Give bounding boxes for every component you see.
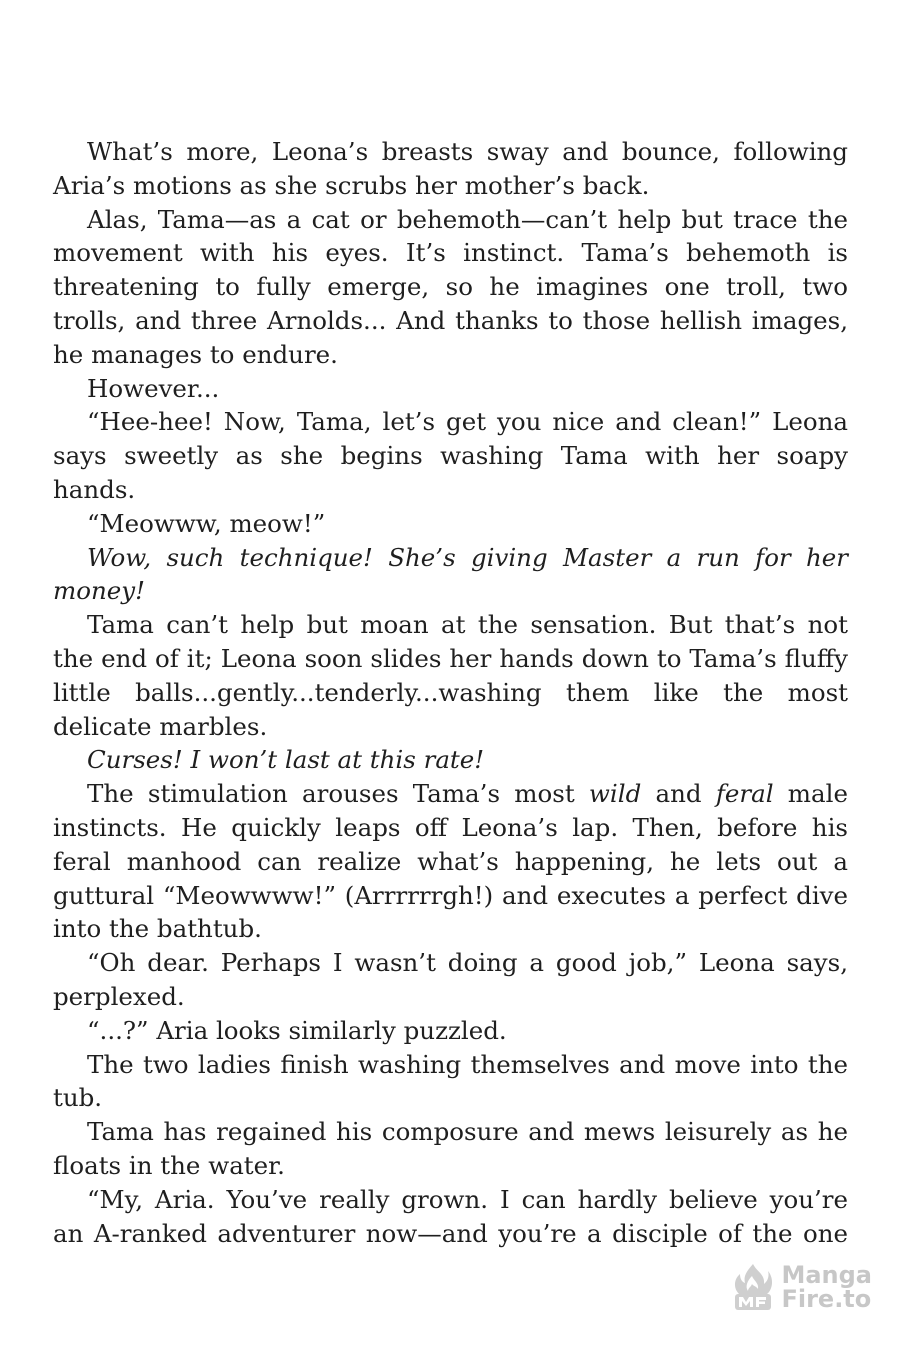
paragraph (53, 203, 848, 372)
emphasis-text: feral (715, 779, 774, 809)
paragraph (53, 372, 848, 406)
paragraph-text: “Oh dear. Perhaps I wasn’t doing a good job,” Leona says, perplexed. (53, 948, 848, 1011)
paragraph-italic (53, 743, 848, 777)
paragraph (53, 946, 848, 1014)
paragraph-text: The stimulation arouses Tama’s most (87, 779, 589, 809)
paragraph (53, 608, 848, 743)
paragraph (53, 1115, 848, 1183)
paragraph (53, 135, 848, 203)
paragraph (53, 1048, 848, 1116)
watermark-text (781, 1263, 872, 1311)
paragraph-text: Tama can’t help but moan at the sensation. But that’s not the end of it; Leona soon slides her hands down to Tama’s fluffy little balls...gently...tenderly...washing them like the most delicate marbles. (53, 610, 848, 741)
paragraph-text: “My, Aria. You’ve really grown. I can hardly believe you’re an A-ranked adventurer now—and you’re a disciple of the one (53, 1184, 848, 1248)
watermark-line-1: Manga (781, 1261, 872, 1289)
paragraph-italic (53, 541, 848, 609)
emphasis-text: wild (588, 779, 642, 809)
paragraph (53, 507, 848, 541)
paragraph-text: Curses! I won’t last at this rate! (87, 745, 485, 775)
mangafire-watermark (731, 1262, 872, 1312)
paragraph-text: “Hee-hee! Now, Tama, let’s get you nice and clean!” Leona says sweetly as she begins washing Tama with her soapy hands. (53, 407, 848, 504)
paragraph-text: The two ladies finish washing themselves and move into the tub. (53, 1049, 848, 1113)
paragraph-text: Alas, Tama—as a cat or behemoth—can’t help but trace the movement with his eyes. It’s instinct. Tama’s behemoth is threatening to fully emerge, so he imagines one troll, two trolls, and three Arnolds... And thanks to those hellish images, he manages to endure. (53, 204, 848, 369)
page-body-text (53, 135, 848, 1250)
paragraph-text: Wow, such technique! She’s giving Master a run for her money! (53, 542, 848, 606)
paragraph (53, 405, 848, 506)
paragraph-text: male instincts. He quickly leaps off Leona’s lap. Then, before his feral manhood can realize what’s happening, he lets out a guttural “Meowwww!” (Arrrrrrgh!) and executes a perfect dive into the bathtub. (53, 779, 848, 944)
paragraph-continued (53, 1183, 848, 1251)
paragraph-text: Tama has regained his composure and mews leisurely as he floats in the water. (53, 1117, 848, 1180)
paragraph-text: However... (87, 373, 220, 403)
mangafire-flame-logo-icon (731, 1262, 775, 1312)
paragraph (53, 1014, 848, 1048)
watermark-line-2: Fire.to (781, 1285, 872, 1313)
paragraph-text: “Meowww, meow!” (87, 508, 326, 538)
paragraph-text: and (641, 779, 716, 809)
paragraph-text: What’s more, Leona’s breasts sway and bounce, following Aria’s motions as she scrubs her mother’s back. (53, 137, 848, 200)
paragraph-text: “...?” Aria looks similarly puzzled. (87, 1015, 507, 1045)
paragraph (53, 777, 848, 946)
